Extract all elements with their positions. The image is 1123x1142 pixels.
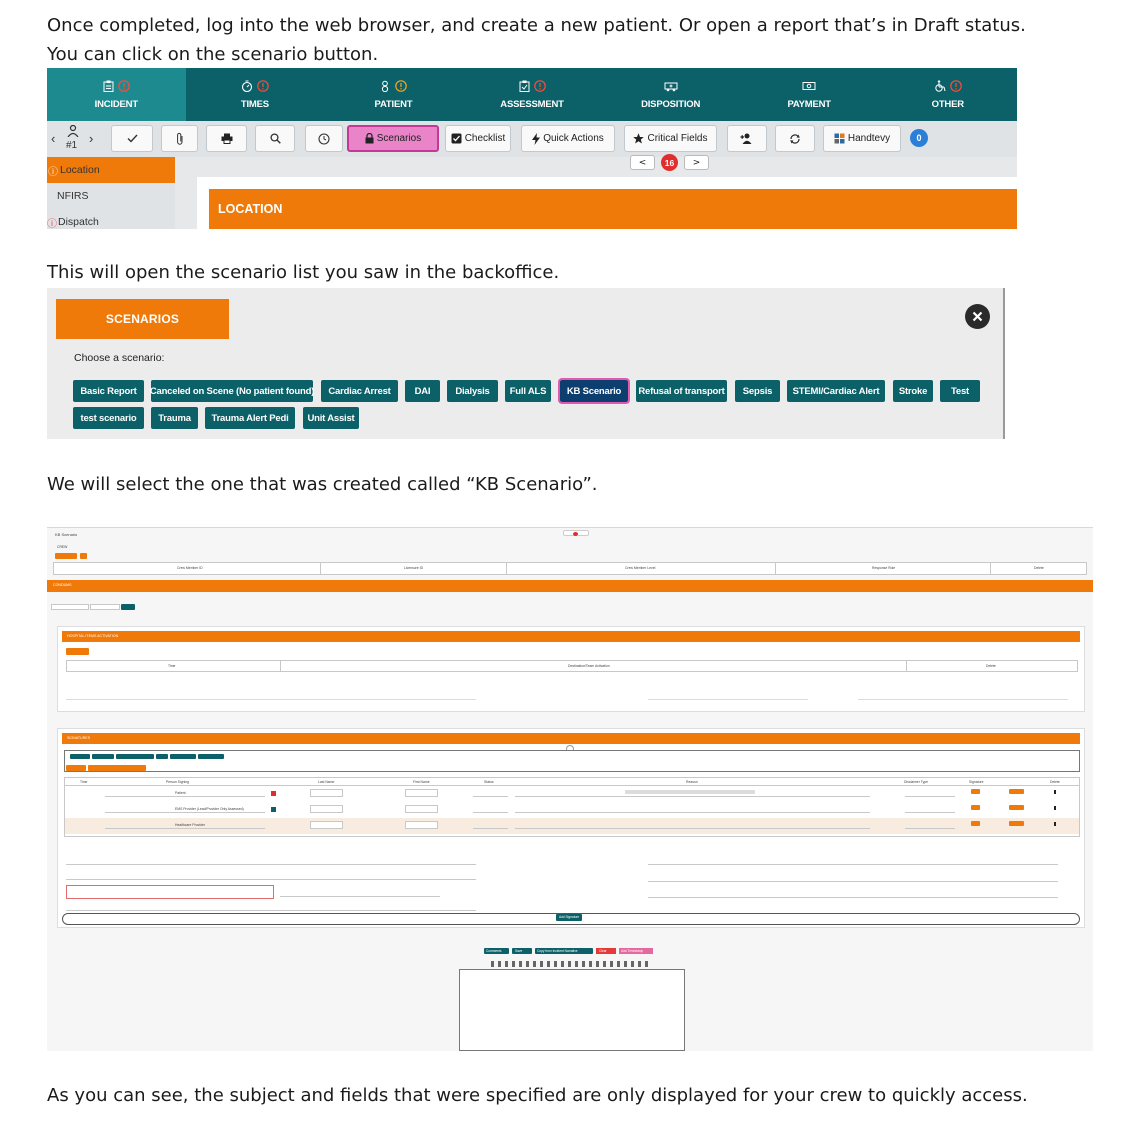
sig-col: Delete bbox=[1050, 780, 1060, 784]
copy-narrative-button[interactable] bbox=[535, 948, 593, 954]
scenario-button[interactable]: Full ALS bbox=[505, 380, 551, 402]
para-select-kb: We will select the one that was created called “KB Scenario”. bbox=[47, 474, 598, 495]
hospital-col: Destination/Team Activation bbox=[568, 664, 610, 668]
signatures-title: SIGNATURES bbox=[67, 736, 91, 740]
sig-row-person: EMS Provider (Lead/Provider Only Assessed) bbox=[175, 807, 244, 811]
kb-scenario-screenshot bbox=[47, 527, 1093, 1051]
mini-input[interactable] bbox=[51, 604, 89, 610]
bottom-btn-label: Add Timestamp bbox=[621, 948, 644, 953]
crew-col: Delete bbox=[1034, 566, 1044, 570]
tab-label: TIMES bbox=[240, 99, 269, 110]
section-title: LOCATION bbox=[209, 189, 1017, 229]
scenario-button[interactable]: Stroke bbox=[893, 380, 933, 402]
add-hospital-button[interactable] bbox=[66, 648, 89, 655]
chat-button[interactable] bbox=[910, 129, 928, 147]
tab-label: PAYMENT bbox=[787, 99, 831, 110]
scenario-button[interactable]: Cardiac Arrest bbox=[321, 380, 398, 402]
sig-col: Reason bbox=[686, 780, 698, 784]
alert-icon bbox=[257, 80, 269, 92]
bottom-btn-label: Comments bbox=[486, 948, 502, 953]
sig-col: First Name bbox=[413, 780, 430, 784]
close-button[interactable] bbox=[965, 304, 990, 329]
scenario-button[interactable]: Sepsis bbox=[735, 380, 780, 402]
money-icon bbox=[802, 80, 816, 92]
add-user-icon bbox=[740, 133, 754, 144]
section-sidebar bbox=[47, 157, 175, 229]
dialog-title: SCENARIOS bbox=[56, 299, 229, 339]
table-row bbox=[65, 818, 1079, 834]
alert-icon bbox=[534, 80, 546, 92]
print-button[interactable] bbox=[206, 125, 247, 152]
attach-button[interactable] bbox=[161, 125, 198, 152]
crew-col: Response Role bbox=[872, 566, 896, 570]
stopwatch-icon bbox=[241, 80, 253, 92]
crew-col: Licensure ID bbox=[404, 566, 424, 570]
scenario-button[interactable]: Trauma bbox=[151, 407, 198, 429]
scenarios-button[interactable] bbox=[347, 125, 439, 152]
sig-col: Status bbox=[484, 780, 494, 784]
clipboard-check-icon bbox=[519, 80, 530, 92]
table-row bbox=[65, 802, 1079, 817]
prev-page-button[interactable] bbox=[630, 155, 655, 170]
alert-icon bbox=[950, 80, 962, 92]
search-icon bbox=[270, 133, 281, 144]
clear-button[interactable] bbox=[596, 948, 616, 954]
editor-toolbar[interactable] bbox=[491, 961, 651, 967]
prev-patient-icon[interactable]: ‹ bbox=[51, 131, 56, 146]
alert-icon bbox=[395, 80, 407, 92]
sidebar-item-dispatch[interactable] bbox=[47, 209, 175, 229]
crew-col: Crew Member ID bbox=[177, 566, 203, 570]
intro-line-1: Once completed, log into the web browser, and create a new patient. Or open a report that’s in Draft status. bbox=[47, 15, 1026, 36]
sync-button[interactable] bbox=[775, 125, 815, 152]
tab-patient[interactable] bbox=[324, 68, 463, 121]
save-button[interactable] bbox=[512, 948, 532, 954]
check-icon bbox=[127, 134, 138, 143]
critical-fields-button[interactable] bbox=[624, 125, 717, 152]
next-page-button[interactable] bbox=[684, 155, 709, 170]
lightning-icon bbox=[532, 133, 540, 145]
signatures-bar bbox=[62, 733, 1080, 744]
para-scenario-list: This will open the scenario list you saw in the backoffice. bbox=[47, 262, 560, 283]
scenario-title: KB Scenario bbox=[55, 532, 78, 537]
scenario-button[interactable]: Trauma Alert Pedi bbox=[205, 407, 295, 429]
chevron-right-icon: > bbox=[692, 157, 701, 168]
add-timestamp-button[interactable] bbox=[619, 948, 653, 954]
scenario-button[interactable]: Canceled on Scene (No patient found) bbox=[151, 380, 313, 402]
quick-actions-button[interactable] bbox=[521, 125, 615, 152]
handtevy-label: Handtevy bbox=[847, 133, 891, 144]
quick-actions-label: Quick Actions bbox=[543, 133, 604, 144]
checklist-label: Checklist bbox=[464, 133, 506, 144]
sig-row-person: Patient bbox=[175, 791, 186, 795]
sidebar-item-label: Location bbox=[60, 164, 100, 176]
sync-icon bbox=[789, 133, 801, 145]
crew-refresh-button[interactable] bbox=[80, 553, 87, 559]
upload-button[interactable] bbox=[88, 765, 146, 771]
report-screenshot bbox=[47, 68, 1017, 229]
signatures-card bbox=[57, 728, 1085, 928]
timestamp-button[interactable] bbox=[305, 125, 343, 152]
add-signature-button[interactable] bbox=[556, 914, 582, 921]
page-pager bbox=[630, 154, 709, 171]
comments-button[interactable] bbox=[484, 948, 509, 954]
scenario-button[interactable]: STEMI/Cardiac Alert bbox=[787, 380, 885, 402]
checkbox-icon bbox=[451, 133, 462, 144]
hospital-card bbox=[57, 626, 1085, 712]
main-pane bbox=[197, 177, 1017, 229]
tab-payment[interactable] bbox=[740, 68, 879, 121]
hospital-col: Delete bbox=[986, 664, 996, 668]
alert-icon: ⓘ bbox=[48, 166, 58, 178]
para-summary: As you can see, the subject and fields that were specified are only displayed for your crew to quickly access. bbox=[47, 1085, 1028, 1106]
crew-table-header bbox=[53, 562, 1087, 575]
section-bar bbox=[47, 580, 1093, 592]
paperclip-icon bbox=[176, 132, 184, 145]
search-button[interactable] bbox=[255, 125, 295, 152]
person-icon bbox=[67, 125, 79, 137]
dialog-prompt: Choose a scenario: bbox=[74, 352, 165, 364]
sig-row-person: Healthcare Provider bbox=[175, 823, 205, 827]
scenarios-dialog bbox=[47, 288, 1005, 439]
tab-times[interactable] bbox=[186, 68, 325, 121]
tab-incident[interactable] bbox=[47, 68, 186, 121]
sig-col: Signature bbox=[969, 780, 984, 784]
handtevy-icon bbox=[834, 133, 845, 144]
section-bar-label: CONDUMS bbox=[53, 583, 72, 587]
table-row bbox=[65, 786, 1079, 801]
scenario-button[interactable]: test scenario bbox=[73, 407, 144, 429]
star-icon bbox=[633, 133, 644, 144]
crew-col: Crew Member Level bbox=[625, 566, 656, 570]
tab-assessment[interactable] bbox=[463, 68, 602, 121]
close-icon bbox=[972, 311, 983, 322]
report-top-nav bbox=[47, 68, 1017, 121]
sidebar-item-label: NFIRS bbox=[57, 190, 89, 202]
scenario-button[interactable]: Basic Report bbox=[73, 380, 144, 402]
tab-label: OTHER bbox=[931, 99, 964, 110]
bottom-btn-label: Copy from Incident Narrative bbox=[537, 948, 578, 953]
scenario-button[interactable]: Refusal of transport bbox=[636, 380, 727, 402]
scenario-button[interactable]: DAI bbox=[405, 380, 440, 402]
checklist-button[interactable] bbox=[445, 125, 511, 152]
alert-icon bbox=[118, 80, 130, 92]
mini-input[interactable] bbox=[90, 604, 120, 610]
people-icon bbox=[379, 80, 391, 92]
sig-col: Time bbox=[80, 780, 88, 784]
sidebar-item-location[interactable] bbox=[47, 157, 175, 183]
handtevy-button[interactable] bbox=[823, 125, 901, 152]
next-patient-icon[interactable]: › bbox=[89, 131, 94, 146]
hospital-col: Time bbox=[168, 664, 176, 668]
alert-icon: ⓘ bbox=[47, 218, 57, 229]
intro-line-2: You can click on the scenario button. bbox=[47, 44, 379, 65]
clock-icon bbox=[318, 133, 330, 145]
scenarios-label: Scenarios bbox=[376, 133, 422, 144]
scenario-button[interactable]: Dialysis bbox=[447, 380, 498, 402]
tab-label: INCIDENT bbox=[94, 99, 138, 110]
add-crew-button[interactable] bbox=[727, 125, 767, 152]
critical-fields-label: Critical Fields bbox=[647, 133, 708, 144]
tab-disposition[interactable] bbox=[601, 68, 740, 121]
patient-switcher[interactable] bbox=[51, 124, 103, 154]
chat-count: 0 bbox=[916, 133, 922, 143]
scenario-button[interactable]: Unit Assist bbox=[303, 407, 359, 429]
report-toolbar bbox=[47, 121, 1017, 157]
tab-label: ASSESSMENT bbox=[500, 99, 564, 110]
sidebar-item-label: Dispatch bbox=[58, 216, 99, 228]
add-signature-label: Add Signature bbox=[559, 915, 580, 919]
sidebar-item-nfirs[interactable] bbox=[47, 183, 175, 209]
crew-heading: CREW bbox=[57, 545, 68, 549]
clipboard-icon bbox=[103, 80, 114, 92]
sig-col: Disclaimer Type bbox=[904, 780, 929, 784]
scenario-button[interactable]: Test bbox=[940, 380, 980, 402]
mini-go-button[interactable] bbox=[121, 604, 135, 610]
bottom-btn-label: Clear bbox=[599, 948, 607, 953]
complete-button[interactable] bbox=[111, 125, 153, 152]
add-crew-button[interactable] bbox=[55, 553, 77, 559]
add-signature-row-button[interactable] bbox=[66, 765, 86, 771]
lock-icon bbox=[365, 133, 374, 144]
printer-icon bbox=[221, 133, 233, 144]
hospital-bar bbox=[62, 631, 1080, 642]
bottom-btn-label: Save bbox=[515, 948, 523, 953]
page-count-badge: 16 bbox=[661, 154, 678, 171]
chevron-left-icon: < bbox=[638, 157, 647, 168]
patient-number: #1 bbox=[66, 140, 78, 151]
hospital-title: HOSPITAL ITEMS ACTIVATION bbox=[67, 634, 119, 638]
mini-pager bbox=[563, 530, 589, 536]
sig-col: Last Name bbox=[318, 780, 335, 784]
tab-label: DISPOSITION bbox=[641, 99, 701, 110]
ambulance-icon bbox=[664, 80, 678, 92]
sig-col: Person Signing bbox=[166, 780, 189, 784]
tab-other[interactable] bbox=[878, 68, 1017, 121]
scenario-button-kb[interactable]: KB Scenario bbox=[560, 380, 628, 402]
tab-label: PATIENT bbox=[374, 99, 413, 110]
wheelchair-icon bbox=[934, 80, 946, 92]
narrative-editor[interactable] bbox=[459, 969, 685, 1051]
